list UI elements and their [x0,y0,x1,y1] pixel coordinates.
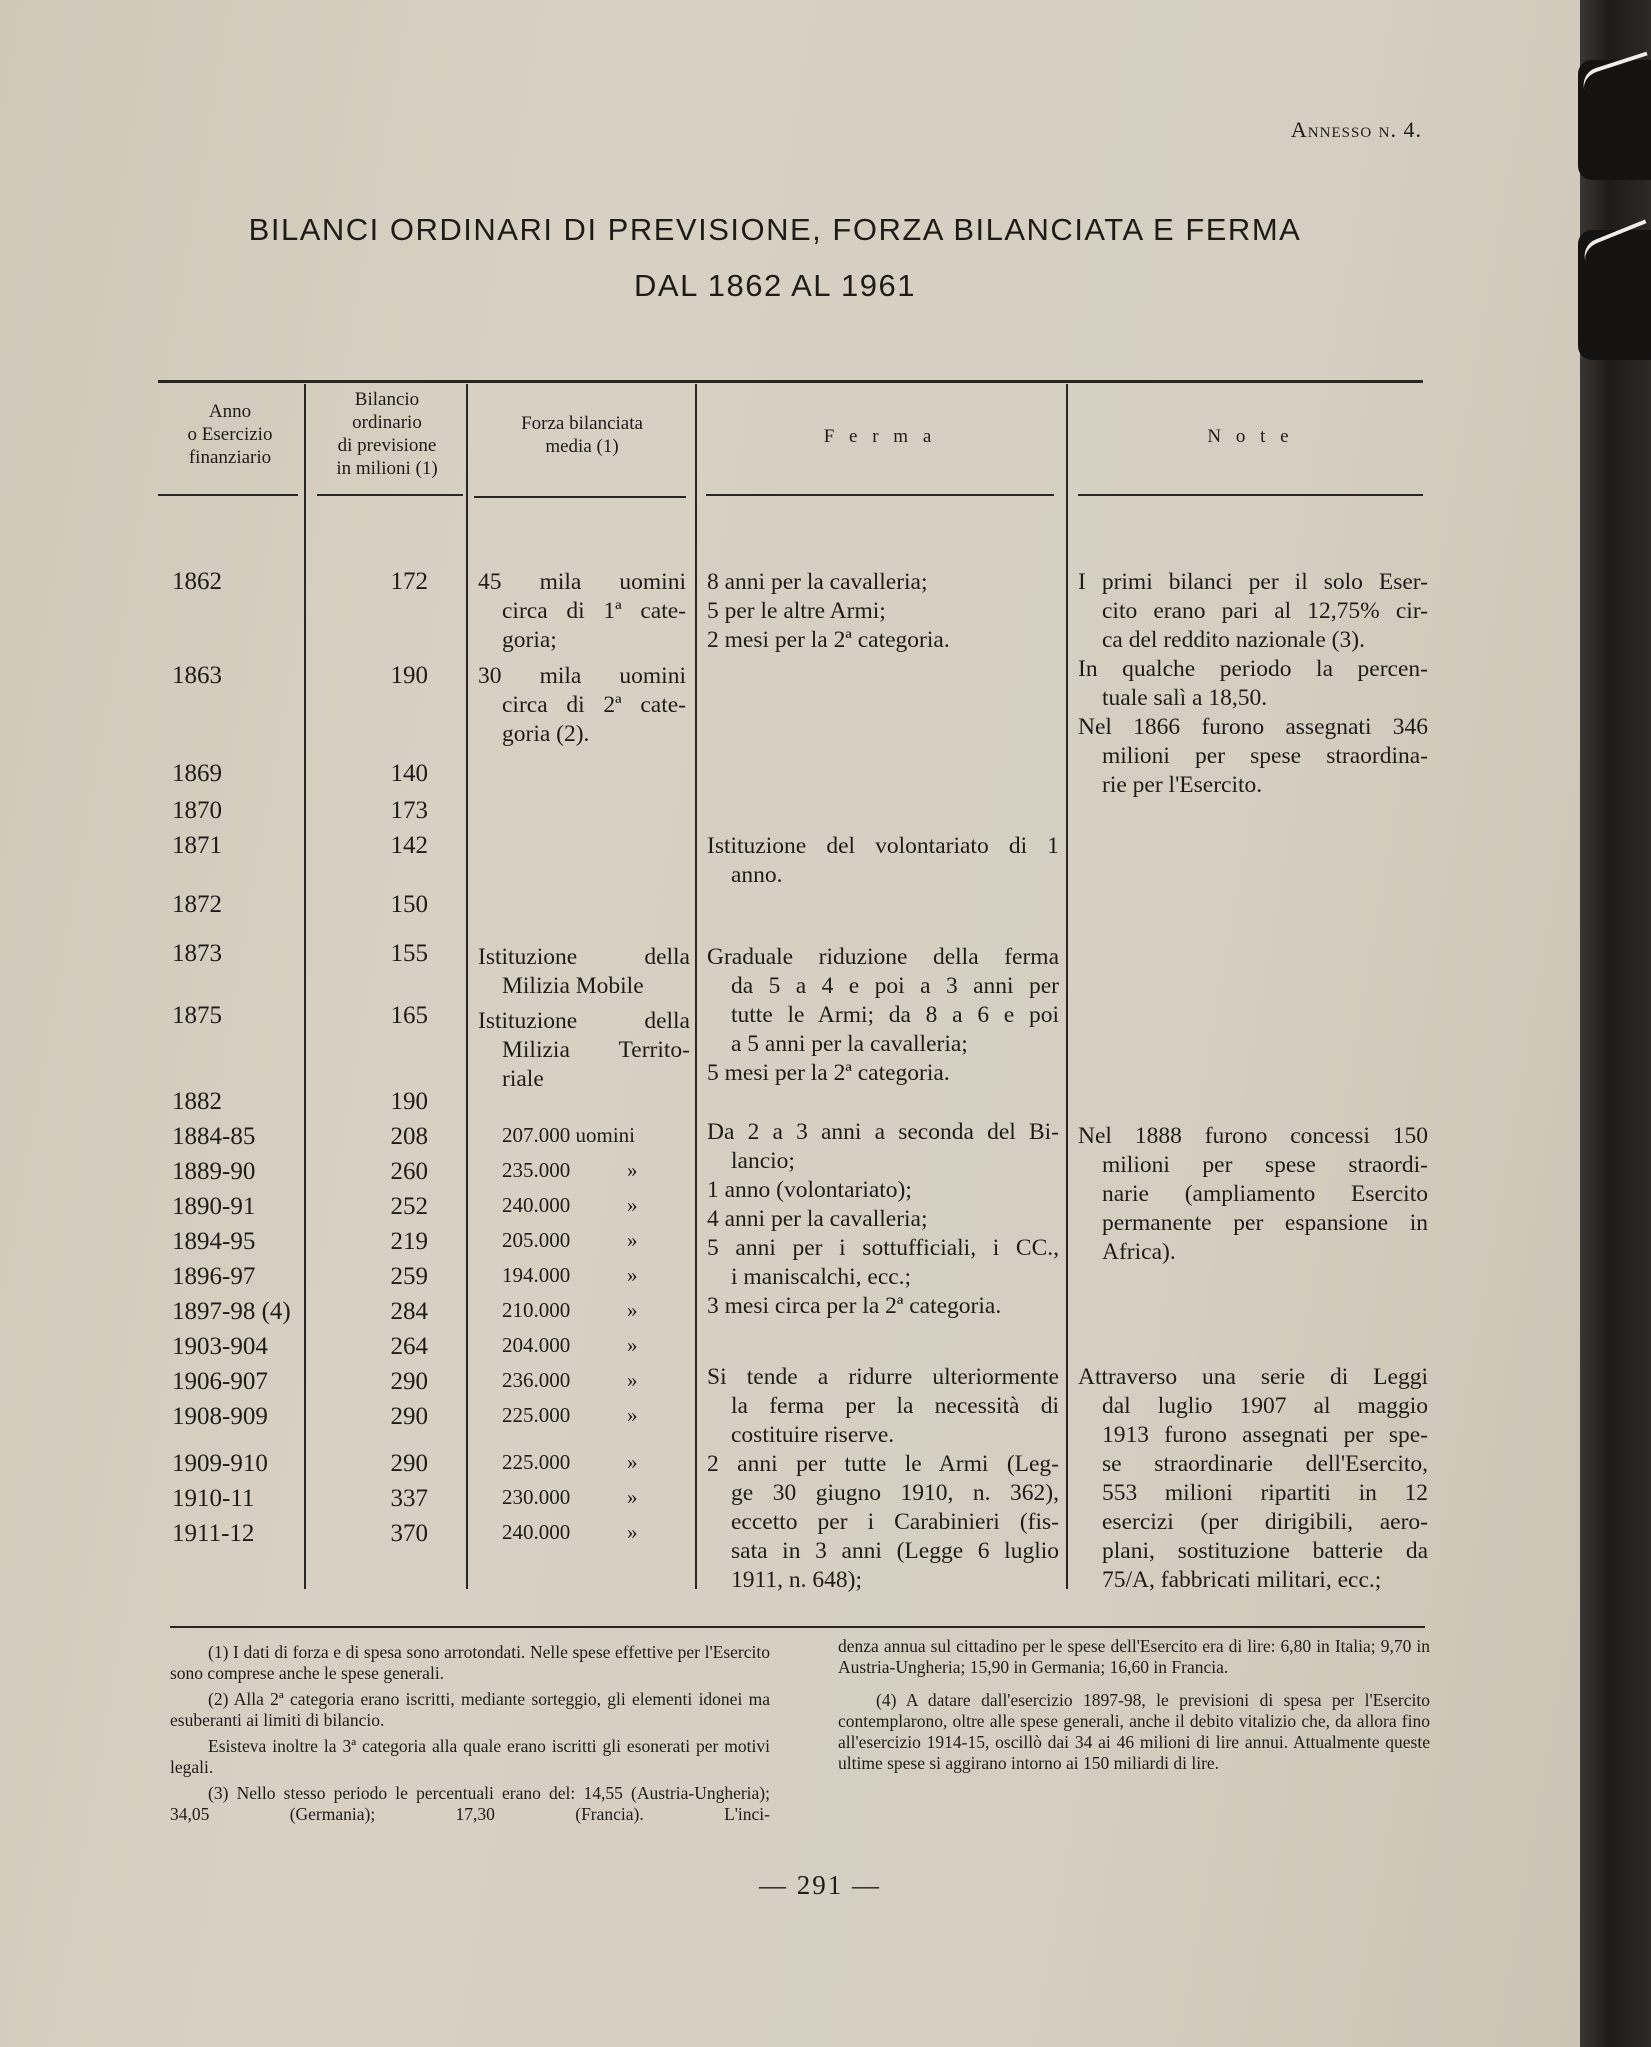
forza-block-1875 [478,1007,690,1094]
footnote-3: (3) Nello stesso periodo le percentuali erano del: 14,55 (Austria-Ungheria); 34,05 (Germania); 17,30 (Francia). L'inci- [170,1783,770,1824]
footnote-4: (4) A datare dall'esercizio 1897-98, le previsioni di spesa per l'Esercito contemplarono, oltre alle spese generali, anche il debito vitalizio che, da allora fino all'esercizio 1914-15, oscillò dai 34 ai 46 milioni di lire annui. Attualmente queste ultime spese si aggirano intorno ai 150 miliardi di lire. [838,1690,1430,1773]
row-year: 1862 [172,568,222,595]
row-forza: 236.000 [502,1368,571,1392]
header-forza-line: media (1) [545,436,619,457]
header-underline-anno [158,494,298,496]
note-line: se straordinarie dell'Esercito, [1102,1451,1428,1477]
note-line: cito erano pari al 12,75% cir- [1102,598,1428,624]
note-block-1906 [1078,1363,1428,1595]
row-ditto: » [627,1333,638,1357]
row-year: 1910-11 [172,1485,255,1512]
forza-line: circa di 1ª cate- [502,598,686,624]
table-row [0,891,1580,925]
row-bilancio: 370 [390,1520,428,1547]
row-bilancio: 252 [390,1193,428,1220]
ferma-line: 2 anni per tutte le Armi (Leg- [707,1451,1059,1477]
row-ditto: » [627,1263,638,1287]
row-bilancio: 208 [390,1123,428,1150]
ferma-line: lancio; [731,1148,795,1174]
row-year: 1903-904 [172,1333,268,1360]
row-bilancio: 290 [390,1450,428,1477]
row-ditto: » [627,1450,638,1474]
row-ditto: » [627,1193,638,1217]
ferma-line: la ferma per la necessità di [731,1393,1059,1419]
header-underline-note [1078,494,1423,496]
row-forza: 230.000 [502,1485,571,1509]
note-block-1884 [1078,1122,1428,1267]
table-row [0,1088,1580,1122]
row-bilancio: 190 [390,662,428,689]
note-line: dal luglio 1907 al maggio [1102,1393,1428,1419]
ferma-line: costituire riserve. [731,1422,895,1448]
ferma-line: Istituzione del volontariato di 1 [707,833,1059,859]
row-bilancio: 260 [390,1158,428,1185]
row-forza: 235.000 [502,1158,571,1182]
footnote-rule [170,1626,1425,1628]
row-forza: 207.000 uomini [502,1123,636,1147]
note-line: esercizi (per dirigibili, aero- [1102,1509,1428,1535]
header-ferma: F e r m a [823,426,937,447]
row-year: 1911-12 [172,1520,255,1547]
footnotes-right [838,1636,1430,1779]
footnote-1: (1) I dati di forza e di spesa sono arrotondati. Nelle spese effettive per l'Esercito sono comprese anche le spese generali. [170,1642,770,1683]
ferma-line: tutte le Armi; da 8 a 6 e poi [731,1002,1059,1028]
ferma-line: ge 30 giugno 1910, n. 362), [731,1480,1059,1506]
forza-block-1863 [478,662,686,749]
note-line: milioni per spese straordi- [1102,1152,1428,1178]
note-line: ca del reddito nazionale (3). [1102,627,1365,653]
annex-label: Annesso n. 4. [1290,117,1422,142]
ferma-line: 8 anni per la cavalleria; [707,569,928,595]
forza-line: 45 mila uomini [478,569,686,595]
ferma-line: Graduale riduzione della ferma [707,944,1059,970]
ferma-line: 1911, n. 648); [731,1567,862,1593]
header-anno-line: finanziario [188,447,272,468]
row-year: 1870 [172,797,222,824]
row-bilancio: 155 [390,940,428,967]
ferma-block-1873 [707,943,1059,1088]
note-line: milioni per spese straordina- [1102,743,1428,769]
row-ditto: » [627,1368,638,1392]
header-bilancio [312,388,462,480]
forza-line: goria (2). [502,721,590,747]
note-line: Africa). [1102,1239,1176,1265]
table-row [0,1333,1580,1367]
row-bilancio: 290 [390,1403,428,1430]
row-forza: 194.000 [502,1263,571,1287]
header-underline-bilancio [317,494,463,496]
footnote-3-cont: denza annua sul cittadino per le spese dell'Esercito era di lire: 6,80 in Italia; 9,70 in Austria-Ungheria; 15,90 in Germania; 16,60 in Francia. [838,1636,1430,1677]
header-note: N o t e [1207,426,1294,447]
forza-line: Milizia Territo- [502,1037,690,1063]
row-bilancio: 337 [390,1485,428,1512]
ferma-line: da 5 a 4 e poi a 3 anni per [731,973,1059,999]
ferma-line: Da 2 a 3 anni a seconda del Bi- [707,1119,1059,1145]
footnote-2: (2) Alla 2ª categoria erano iscritti, mediante sorteggio, gli elementi idonei ma esuberanti ai limiti di bilancio. [170,1689,770,1730]
ferma-line: sata in 3 anni (Legge 6 luglio [731,1538,1059,1564]
row-bilancio: 284 [390,1298,428,1325]
note-line: 553 milioni ripartiti in 12 [1102,1480,1428,1506]
row-forza: 240.000 [502,1193,571,1217]
row-bilancio: 290 [390,1368,428,1395]
note-line: I primi bilanci per il solo Eser- [1078,569,1428,595]
note-line: Attraverso una serie di Leggi [1078,1364,1428,1390]
header-underline-forza [474,496,686,498]
forza-line: riale [502,1066,544,1092]
ferma-line: 3 mesi circa per la 2ª categoria. [707,1293,1002,1319]
header-bilancio-line: di previsione [337,435,437,456]
ferma-line: a 5 anni per la cavalleria; [731,1031,968,1057]
footnotes-left [170,1642,770,1830]
row-year: 1908-909 [172,1403,268,1430]
ferma-line: 4 anni per la cavalleria; [707,1206,928,1232]
row-year: 1897-98 (4) [172,1298,291,1325]
forza-line: Istituzione della [478,1008,690,1034]
row-bilancio: 190 [390,1088,428,1115]
row-forza: 240.000 [502,1520,571,1544]
header-bilancio-line: ordinario [352,412,422,433]
row-bilancio: 264 [390,1333,428,1360]
ferma-line: 5 mesi per la 2ª categoria. [707,1060,950,1086]
row-year: 1884-85 [172,1123,256,1150]
ferma-line: 1 anno (volontariato); [707,1177,912,1203]
row-year: 1882 [172,1088,222,1115]
ferma-block-1906 [707,1363,1059,1595]
row-bilancio: 142 [390,832,428,859]
note-line: 75/A, fabbricati militari, ecc.; [1102,1567,1382,1593]
forza-line: goria; [502,627,557,653]
note-line: 1913 furono assegnati per spe- [1102,1422,1428,1448]
forza-block-1862 [478,568,686,655]
page-number: — 291 — [759,1870,881,1900]
header-bilancio-line: Bilancio [354,389,420,410]
header-forza-line: Forza bilanciata [521,413,643,434]
ferma-block-1871 [707,832,1059,890]
forza-line: circa di 2ª cate- [502,692,686,718]
ferma-line: i maniscalchi, ecc.; [731,1264,912,1290]
row-bilancio: 219 [390,1228,428,1255]
note-line: rie per l'Esercito. [1102,772,1263,798]
row-bilancio: 172 [390,568,428,595]
row-year: 1871 [172,832,222,859]
row-year: 1896-97 [172,1263,256,1290]
title-line-1: BILANCI ORDINARI DI PREVISIONE, FORZA BILANCIATA E FERMA [248,212,1302,247]
ferma-line: 5 per le altre Armi; [707,598,886,624]
row-forza: 205.000 [502,1228,571,1252]
note-line: Nel 1866 furono assegnati 346 [1078,714,1428,740]
row-ditto: » [627,1403,638,1427]
row-year: 1863 [172,662,222,689]
table-top-rule [158,380,1423,383]
note-block-1862 [1078,568,1428,800]
row-bilancio: 173 [390,797,428,824]
ferma-block-1884 [707,1118,1059,1321]
row-forza: 225.000 [502,1450,571,1474]
row-ditto: » [627,1158,638,1182]
header-forza [474,412,690,458]
row-bilancio: 150 [390,891,428,918]
row-ditto: » [627,1228,638,1252]
row-forza: 225.000 [502,1403,571,1427]
note-line: In qualche periodo la percen- [1078,656,1428,682]
forza-line: 30 mila uomini [478,663,686,689]
row-year: 1872 [172,891,222,918]
header-anno-line: Anno [208,401,252,422]
header-anno-line: o Esercizio [187,424,273,445]
forza-block-1873 [478,943,690,1001]
ferma-line: eccetto per i Carabinieri (fis- [731,1509,1059,1535]
table-row [0,797,1580,831]
ferma-block-1862 [707,568,1059,655]
header-anno [160,400,300,469]
row-year: 1873 [172,940,222,967]
row-ditto: » [627,1485,638,1509]
ferma-line: 5 anni per i sottufficiali, i CC., [707,1235,1059,1261]
row-year: 1906-907 [172,1368,268,1395]
row-year: 1889-90 [172,1158,256,1185]
forza-line: Milizia Mobile [502,973,644,999]
ferma-line: 2 mesi per la 2ª categoria. [707,627,950,653]
title-line-2: DAL 1862 AL 1961 [634,268,916,303]
row-bilancio: 140 [390,760,428,787]
note-line: Nel 1888 furono concessi 150 [1078,1123,1428,1149]
header-bilancio-line: in milioni (1) [336,458,438,479]
row-year: 1894-95 [172,1228,256,1255]
row-ditto: » [627,1520,638,1544]
row-forza: 210.000 [502,1298,571,1322]
note-line: tuale salì a 18,50. [1102,685,1268,711]
footnote-2-cont: Esisteva inoltre la 3ª categoria alla quale erano iscritti gli esonerati per motivi legali. [170,1736,770,1777]
forza-line: Istituzione della [478,944,690,970]
row-bilancio: 259 [390,1263,428,1290]
note-line: narie (ampliamento Esercito [1102,1181,1428,1207]
ferma-line: anno. [731,862,783,888]
row-year: 1890-91 [172,1193,256,1220]
row-year: 1909-910 [172,1450,268,1477]
header-underline-ferma [706,494,1054,496]
row-bilancio: 165 [390,1002,428,1029]
ferma-line: Si tende a ridurre ulteriormente [707,1364,1059,1390]
note-line: plani, sostituzione batterie da [1102,1538,1428,1564]
row-year: 1869 [172,760,222,787]
row-year: 1875 [172,1002,222,1029]
row-forza: 204.000 [502,1333,571,1357]
note-line: permanente per espansione in [1102,1210,1428,1236]
row-ditto: » [627,1298,638,1322]
